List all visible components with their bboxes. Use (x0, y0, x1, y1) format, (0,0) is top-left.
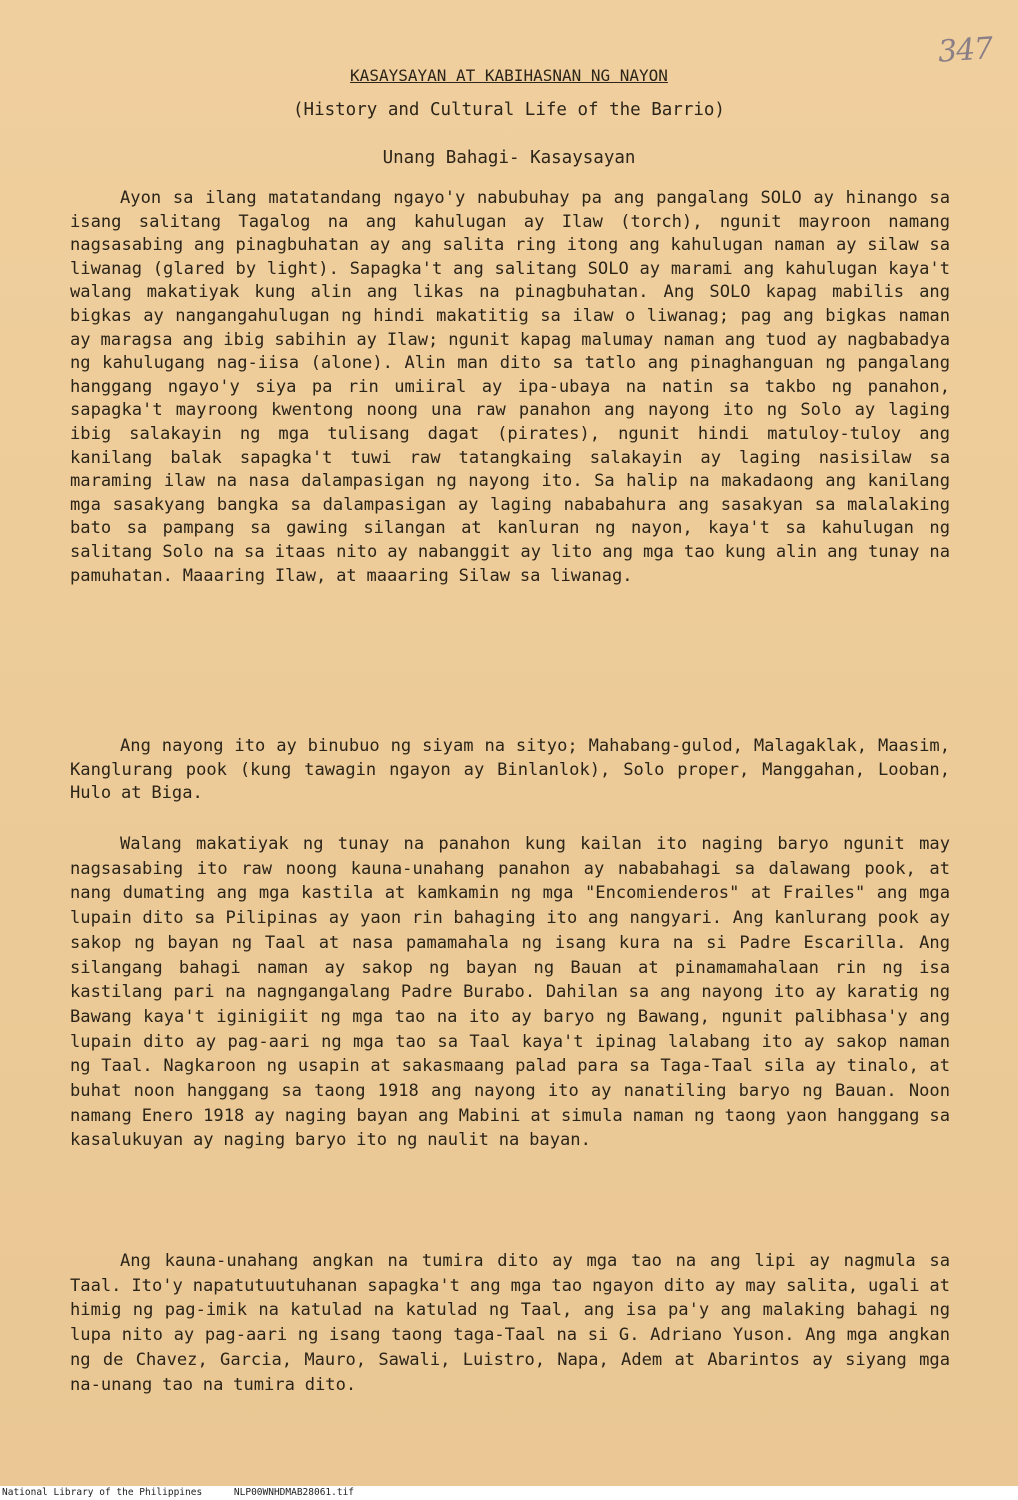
paragraph-3: Walang makatiyak ng tunay na panahon kung kailan ito naging baryo ngunit may nagsasabing ito raw noong kauna-unahang panahon ay nababahagi sa dalawang pook, at nang dumating ang mga kastila at kamkamin ng mga "Encomienderos" at Frailes" ang mga lupain dito sa Pilipinas ay yaon rin bahaging ito ang nangyari. Ang kanlurang pook ay sakop ng bayan ng Taal at nasa pamamahala ng isang kura na si Padre Escarilla. Ang silangang bahagi naman ay sakop ng bayan ng Bauan at pinamamahalaan rin ng isa kastilang pari na nagngangalang Padre Burabo. Dahilan sa ang nayong ito ay karatig ng Bawang kaya't iginigiit ng mga tao na ito ay baryo ng Bawang, ngunit palibhasa'y ang lupain dito ay pag-aari ng mga tao sa Taal kaya't ipinag lalabang ito ay sakop naman ng Taal. Nagkaroon ng usapin at sakasmaang palad para sa Taga-Taal sila ay tinalo, at buhat noon hanggang sa taong 1918 ang nayong ito ay nanatiling baryo ng Bauan. Noon namang Enero 1918 ay naging bayan ang Mabini at simula naman ng taong yaon hanggang sa kasalukuyan ay naging baryo ito ng naulit na bayan. (70, 834, 950, 1151)
scan-footer (0, 1486, 1018, 1500)
handwritten-page-number: 347 (936, 31, 994, 70)
document-subtitle: (History and Cultural Life of the Barrio) (293, 100, 725, 120)
footer-library-name: National Library of the Philippines (2, 1487, 203, 1498)
document-title: KASAYSAYAN AT KABIHASNAN NG NAYON (350, 66, 668, 85)
paragraph-2: Ang nayong ito ay binubuo ng siyam na sityo; Mahabang-gulod, Malagaklak, Maasim, Kanglurang pook (kung tawagin ngayon ay Binlanlok), Solo proper, Manggahan, Looban, Hulo at Biga. (70, 736, 950, 804)
paragraph-1: Ayon sa ilang matatandang ngayo'y nabubuhay pa ang pangalang SOLO ay hinango sa isang salitang Tagalog na ang kahulugan ay Ilaw (torch), ngunit mayroon namang nagsasabing ang pinagbuhatan ay ang salita ring itong ang kahulugan naman ay silaw sa liwanag (glared by light). Sapagka't ang salitang SOLO ay marami ang kahulugan kaya't walang makatiyak kung alin ang likas na pinagbuhatan. Ang SOLO kapag mabilis ang bigkas ay nangangahulugan ng hindi makatitig sa ilaw o liwanag; pag ang bigkas naman ay maragsa ang ibig sabihin ay Ilaw; ngunit kapag malumay naman ang tuod ay nagbabadya ng kahulugang nag-iisa (alone). Alin man dito sa tatlo ang pinaghanguan ng pangalang hanggang ngayo'y siya pa rin umiiral ay ipa-ubaya na natin sa takbo ng panahon, sapagka't mayroong kwentong noong una raw panahon ang nayong ito ng Solo ay laging ibig salakayin ng mga tulisang dagat (pirates), ngunit hindi matuloy-tuloy ang kanilang balak sapagka't tuwi raw tatangkaing salakayin ay laging nasisilaw sa maraming ilaw na nasa dalampasigan ng nayong ito. Sa halip na makadaong ang kanilang mga sasakyang bangka sa dalampasigan ay laging nababahura ang sasakyan sa malalaking bato sa pampang sa gawing silangan at kanluran ng nayon, kaya't sa kahulugan ng salitang Solo na sa itaas nito ay nabanggit ay lito ang mga tao kung alin ang tunay na pamuhatan. Maaaring Ilaw, at maaaring Silaw sa liwanag. (70, 188, 950, 586)
paragraph-4: Ang kauna-unahang angkan na tumira dito ay mga tao na ang lipi ay nagmula sa Taal. Ito'y napatutuutuhanan sapagka't ang mga tao ngayon dito ay may salita, ugali at himig ng pag-imik na katulad na katulad ng Taal, ang isa pa'y ang malaking bahagi ng lupa nito ay pag-aari ng isang taong taga-Taal na si G. Adriano Yuson. Ang mga angkan ng de Chavez, Garcia, Mauro, Sawali, Luistro, Napa, Adem at Abarintos ay siyang mga na-unang tao na tumira dito. (70, 1251, 950, 1395)
section-heading: Unang Bahagi- Kasaysayan (382, 148, 636, 168)
footer-filename: NLP00WNHDMAB28061.tif (233, 1487, 355, 1498)
